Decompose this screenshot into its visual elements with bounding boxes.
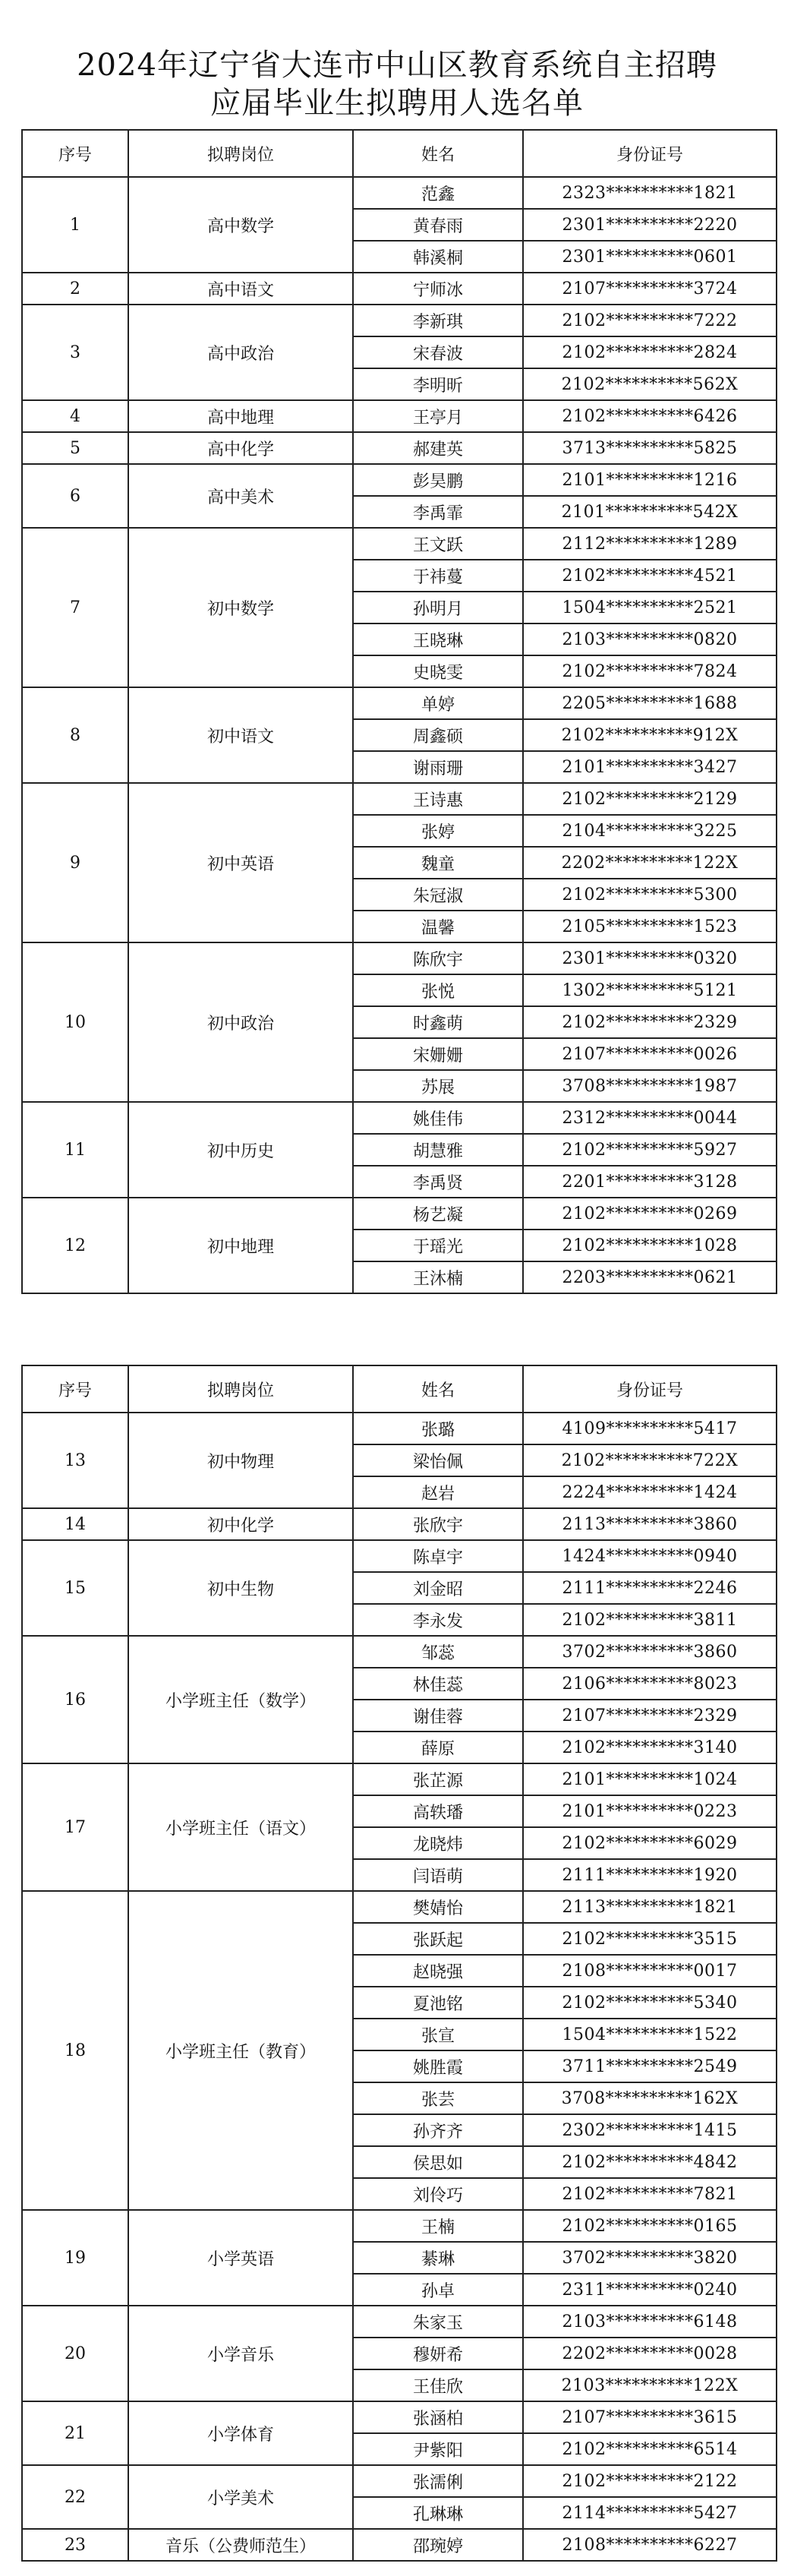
cell-post: 初中历史 <box>128 1102 353 1198</box>
cell-post: 高中数学 <box>128 177 353 273</box>
cell-id-number: 2202**********122X <box>523 847 777 879</box>
cell-id-number: 2102**********7824 <box>523 655 777 687</box>
roster-table-1 <box>21 129 777 1294</box>
cell-id-number: 2102**********2122 <box>523 2465 777 2497</box>
cell-name: 张芷源 <box>353 1763 523 1795</box>
cell-name: 郝建英 <box>353 432 523 464</box>
cell-name: 姚佳伟 <box>353 1102 523 1134</box>
cell-id-number: 2102**********722X <box>523 1444 777 1476</box>
table-row <box>22 177 777 209</box>
cell-name: 张濡俐 <box>353 2465 523 2497</box>
cell-post: 小学体育 <box>128 2401 353 2465</box>
cell-name: 彭昊鹏 <box>353 464 523 496</box>
table-row <box>22 2306 777 2338</box>
cell-name: 王沐楠 <box>353 1261 523 1293</box>
cell-post: 高中政治 <box>128 305 353 400</box>
cell-name: 王晓琳 <box>353 623 523 655</box>
cell-post: 小学班主任（教育） <box>128 1891 353 2210</box>
cell-id-number: 3711**********2549 <box>523 2050 777 2082</box>
table-row <box>22 2210 777 2242</box>
cell-name: 周鑫硕 <box>353 719 523 751</box>
table-row <box>22 1508 777 1540</box>
table-header-row <box>22 1365 777 1413</box>
cell-seq: 13 <box>22 1413 128 1508</box>
cell-name: 温馨 <box>353 911 523 942</box>
cell-name: 谢雨珊 <box>353 751 523 783</box>
cell-post: 初中生物 <box>128 1540 353 1636</box>
cell-id-number: 2113**********3860 <box>523 1508 777 1540</box>
cell-id-number: 2103**********0820 <box>523 623 777 655</box>
cell-id-number: 2101**********542X <box>523 496 777 528</box>
cell-name: 綦琳 <box>353 2242 523 2274</box>
cell-name: 梁怡佩 <box>353 1444 523 1476</box>
cell-seq: 17 <box>22 1763 128 1891</box>
cell-id-number: 2205**********1688 <box>523 687 777 719</box>
table-row <box>22 1891 777 1923</box>
cell-id-number: 2103**********122X <box>523 2369 777 2401</box>
cell-name: 穆妍希 <box>353 2338 523 2369</box>
cell-seq: 21 <box>22 2401 128 2465</box>
table-row <box>22 1413 777 1444</box>
cell-name: 宋姗姗 <box>353 1038 523 1070</box>
cell-id-number: 2301**********2220 <box>523 209 777 241</box>
cell-name: 姚胜霞 <box>353 2050 523 2082</box>
cell-name: 魏童 <box>353 847 523 879</box>
cell-id-number: 2111**********1920 <box>523 1859 777 1891</box>
cell-name: 王佳欣 <box>353 2369 523 2401</box>
cell-seq: 11 <box>22 1102 128 1198</box>
cell-id-number: 3702**********3860 <box>523 1636 777 1668</box>
cell-name: 黄春雨 <box>353 209 523 241</box>
cell-id-number: 3708**********162X <box>523 2082 777 2114</box>
cell-name: 李明昕 <box>353 368 523 400</box>
header-name: 姓名 <box>353 130 523 177</box>
cell-id-number: 2108**********0017 <box>523 1955 777 1987</box>
table-row <box>22 942 777 974</box>
cell-id-number: 2112**********1289 <box>523 528 777 560</box>
cell-name: 李禹贤 <box>353 1166 523 1198</box>
cell-id-number: 4109**********5417 <box>523 1413 777 1444</box>
cell-id-number: 1504**********1522 <box>523 2019 777 2050</box>
cell-name: 杨艺凝 <box>353 1198 523 1230</box>
cell-name: 陈欣宇 <box>353 942 523 974</box>
cell-id-number: 2102**********0269 <box>523 1198 777 1230</box>
cell-name: 李永发 <box>353 1604 523 1636</box>
cell-post: 高中化学 <box>128 432 353 464</box>
cell-id-number: 2101**********1216 <box>523 464 777 496</box>
cell-id-number: 2104**********3225 <box>523 815 777 847</box>
cell-id-number: 2102**********7821 <box>523 2178 777 2210</box>
cell-id-number: 2114**********5427 <box>523 2497 777 2529</box>
cell-seq: 20 <box>22 2306 128 2401</box>
cell-seq: 14 <box>22 1508 128 1540</box>
table-row <box>22 687 777 719</box>
table-row <box>22 528 777 560</box>
cell-name: 龙晓炜 <box>353 1827 523 1859</box>
cell-post: 高中地理 <box>128 400 353 432</box>
cell-id-number: 2102**********562X <box>523 368 777 400</box>
cell-id-number: 2102**********5300 <box>523 879 777 911</box>
cell-name: 张跃起 <box>353 1923 523 1955</box>
cell-id-number: 2113**********1821 <box>523 1891 777 1923</box>
cell-seq: 6 <box>22 464 128 528</box>
table-row <box>22 432 777 464</box>
cell-id-number: 2102**********4842 <box>523 2146 777 2178</box>
cell-id-number: 2302**********1415 <box>523 2114 777 2146</box>
cell-post: 高中语文 <box>128 273 353 305</box>
cell-id-number: 2202**********0028 <box>523 2338 777 2369</box>
cell-name: 王诗惠 <box>353 783 523 815</box>
cell-name: 刘伶巧 <box>353 2178 523 2210</box>
cell-name: 邹蕊 <box>353 1636 523 1668</box>
cell-id-number: 2201**********3128 <box>523 1166 777 1198</box>
roster-body-1 <box>22 177 777 1293</box>
header-id: 身份证号 <box>523 130 777 177</box>
cell-name: 单婷 <box>353 687 523 719</box>
table-row <box>22 305 777 336</box>
cell-name: 宁师冰 <box>353 273 523 305</box>
cell-name: 王亭月 <box>353 400 523 432</box>
cell-seq: 7 <box>22 528 128 687</box>
table-row <box>22 400 777 432</box>
cell-seq: 22 <box>22 2465 128 2529</box>
cell-post: 初中化学 <box>128 1508 353 1540</box>
cell-id-number: 2301**********0601 <box>523 241 777 273</box>
cell-id-number: 2107**********0026 <box>523 1038 777 1070</box>
cell-id-number: 2107**********3724 <box>523 273 777 305</box>
cell-name: 孙齐齐 <box>353 2114 523 2146</box>
cell-id-number: 2105**********1523 <box>523 911 777 942</box>
cell-id-number: 2102**********912X <box>523 719 777 751</box>
cell-id-number: 2102**********6514 <box>523 2433 777 2465</box>
cell-name: 赵岩 <box>353 1476 523 1508</box>
cell-name: 张欣宇 <box>353 1508 523 1540</box>
cell-id-number: 3713**********5825 <box>523 432 777 464</box>
table-row <box>22 783 777 815</box>
cell-post: 小学美术 <box>128 2465 353 2529</box>
table-row <box>22 1198 777 1230</box>
cell-id-number: 2102**********3140 <box>523 1732 777 1763</box>
cell-name: 孙卓 <box>353 2274 523 2306</box>
table-row <box>22 2529 777 2561</box>
cell-name: 张悦 <box>353 974 523 1006</box>
cell-name: 朱家玉 <box>353 2306 523 2338</box>
cell-id-number: 2323**********1821 <box>523 177 777 209</box>
cell-name: 孙明月 <box>353 592 523 623</box>
cell-seq: 18 <box>22 1891 128 2210</box>
cell-seq: 3 <box>22 305 128 400</box>
cell-id-number: 2111**********2246 <box>523 1572 777 1604</box>
cell-post: 初中地理 <box>128 1198 353 1293</box>
cell-name: 侯思如 <box>353 2146 523 2178</box>
header-post: 拟聘岗位 <box>128 1365 353 1413</box>
cell-name: 胡慧雅 <box>353 1134 523 1166</box>
cell-id-number: 2101**********1024 <box>523 1763 777 1795</box>
cell-name: 闫语萌 <box>353 1859 523 1891</box>
cell-id-number: 1504**********2521 <box>523 592 777 623</box>
cell-name: 张璐 <box>353 1413 523 1444</box>
table-row <box>22 273 777 305</box>
cell-id-number: 2102**********2329 <box>523 1006 777 1038</box>
cell-id-number: 2102**********3811 <box>523 1604 777 1636</box>
cell-name: 于瑶光 <box>353 1230 523 1261</box>
cell-post: 初中语文 <box>128 687 353 783</box>
cell-name: 张婷 <box>353 815 523 847</box>
cell-id-number: 2102**********3515 <box>523 1923 777 1955</box>
cell-post: 音乐（公费师范生） <box>128 2529 353 2561</box>
header-id: 身份证号 <box>523 1365 777 1413</box>
table-row <box>22 1763 777 1795</box>
cell-post: 小学音乐 <box>128 2306 353 2401</box>
cell-post: 小学英语 <box>128 2210 353 2306</box>
cell-name: 王楠 <box>353 2210 523 2242</box>
cell-post: 小学班主任（数学） <box>128 1636 353 1763</box>
cell-id-number: 2108**********6227 <box>523 2529 777 2561</box>
cell-id-number: 1424**********0940 <box>523 1540 777 1572</box>
cell-post: 高中美术 <box>128 464 353 528</box>
cell-id-number: 3708**********1987 <box>523 1070 777 1102</box>
document-title-line1: 2024年辽宁省大连市中山区教育系统自主招聘 <box>77 48 717 83</box>
cell-name: 谢佳蓉 <box>353 1700 523 1732</box>
cell-seq: 8 <box>22 687 128 783</box>
cell-name: 苏展 <box>353 1070 523 1102</box>
cell-name: 王文跃 <box>353 528 523 560</box>
cell-name: 邵琬婷 <box>353 2529 523 2561</box>
cell-id-number: 2101**********3427 <box>523 751 777 783</box>
cell-seq: 9 <box>22 783 128 942</box>
table-header-row <box>22 130 777 177</box>
cell-post: 初中数学 <box>128 528 353 687</box>
cell-id-number: 2102**********7222 <box>523 305 777 336</box>
cell-seq: 4 <box>22 400 128 432</box>
cell-name: 夏池铭 <box>353 1987 523 2019</box>
cell-name: 韩溪桐 <box>353 241 523 273</box>
cell-id-number: 2102**********6426 <box>523 400 777 432</box>
cell-seq: 1 <box>22 177 128 273</box>
header-name: 姓名 <box>353 1365 523 1413</box>
cell-name: 范鑫 <box>353 177 523 209</box>
header-seq: 序号 <box>22 1365 128 1413</box>
cell-name: 樊婧怡 <box>353 1891 523 1923</box>
cell-id-number: 2103**********6148 <box>523 2306 777 2338</box>
cell-name: 朱冠淑 <box>353 879 523 911</box>
cell-id-number: 2102**********2129 <box>523 783 777 815</box>
cell-seq: 19 <box>22 2210 128 2306</box>
cell-name: 张芸 <box>353 2082 523 2114</box>
table-row <box>22 2465 777 2497</box>
table-row <box>22 1636 777 1668</box>
cell-name: 张涵柏 <box>353 2401 523 2433</box>
cell-seq: 15 <box>22 1540 128 1636</box>
table-row <box>22 2401 777 2433</box>
cell-name: 赵晓强 <box>353 1955 523 1987</box>
cell-id-number: 2301**********0320 <box>523 942 777 974</box>
cell-id-number: 2102**********6029 <box>523 1827 777 1859</box>
roster-table-2 <box>21 1365 777 2562</box>
document-title-line2: 应届毕业生拟聘用人选名单 <box>210 86 584 121</box>
cell-post: 初中政治 <box>128 942 353 1102</box>
cell-name: 时鑫萌 <box>353 1006 523 1038</box>
cell-name: 林佳蕊 <box>353 1668 523 1700</box>
cell-name: 李新琪 <box>353 305 523 336</box>
cell-name: 孔琳琳 <box>353 2497 523 2529</box>
cell-name: 李禹霏 <box>353 496 523 528</box>
cell-id-number: 2203**********0621 <box>523 1261 777 1293</box>
cell-id-number: 1302**********5121 <box>523 974 777 1006</box>
cell-post: 小学班主任（语文） <box>128 1763 353 1891</box>
cell-id-number: 2102**********0165 <box>523 2210 777 2242</box>
cell-id-number: 2107**********3615 <box>523 2401 777 2433</box>
cell-name: 高轶璠 <box>353 1795 523 1827</box>
cell-id-number: 2311**********0240 <box>523 2274 777 2306</box>
cell-seq: 5 <box>22 432 128 464</box>
cell-seq: 10 <box>22 942 128 1102</box>
cell-seq: 23 <box>22 2529 128 2561</box>
cell-name: 陈卓宇 <box>353 1540 523 1572</box>
cell-name: 刘金昭 <box>353 1572 523 1604</box>
cell-name: 张宣 <box>353 2019 523 2050</box>
table-row <box>22 464 777 496</box>
cell-name: 于祎蔓 <box>353 560 523 592</box>
cell-id-number: 2102**********2824 <box>523 336 777 368</box>
cell-id-number: 2224**********1424 <box>523 1476 777 1508</box>
cell-id-number: 3702**********3820 <box>523 2242 777 2274</box>
cell-name: 宋春波 <box>353 336 523 368</box>
cell-id-number: 2102**********5927 <box>523 1134 777 1166</box>
cell-name: 薛原 <box>353 1732 523 1763</box>
cell-id-number: 2101**********0223 <box>523 1795 777 1827</box>
header-post: 拟聘岗位 <box>128 130 353 177</box>
cell-seq: 2 <box>22 273 128 305</box>
cell-name: 史晓雯 <box>353 655 523 687</box>
roster-body-2 <box>22 1413 777 2561</box>
table-row <box>22 1540 777 1572</box>
cell-id-number: 2102**********5340 <box>523 1987 777 2019</box>
cell-id-number: 2106**********8023 <box>523 1668 777 1700</box>
cell-id-number: 2107**********2329 <box>523 1700 777 1732</box>
cell-id-number: 2312**********0044 <box>523 1102 777 1134</box>
cell-name: 尹紫阳 <box>353 2433 523 2465</box>
cell-seq: 16 <box>22 1636 128 1763</box>
cell-id-number: 2102**********1028 <box>523 1230 777 1261</box>
cell-seq: 12 <box>22 1198 128 1293</box>
header-seq: 序号 <box>22 130 128 177</box>
cell-post: 初中物理 <box>128 1413 353 1508</box>
cell-post: 初中英语 <box>128 783 353 942</box>
cell-id-number: 2102**********4521 <box>523 560 777 592</box>
table-row <box>22 1102 777 1134</box>
